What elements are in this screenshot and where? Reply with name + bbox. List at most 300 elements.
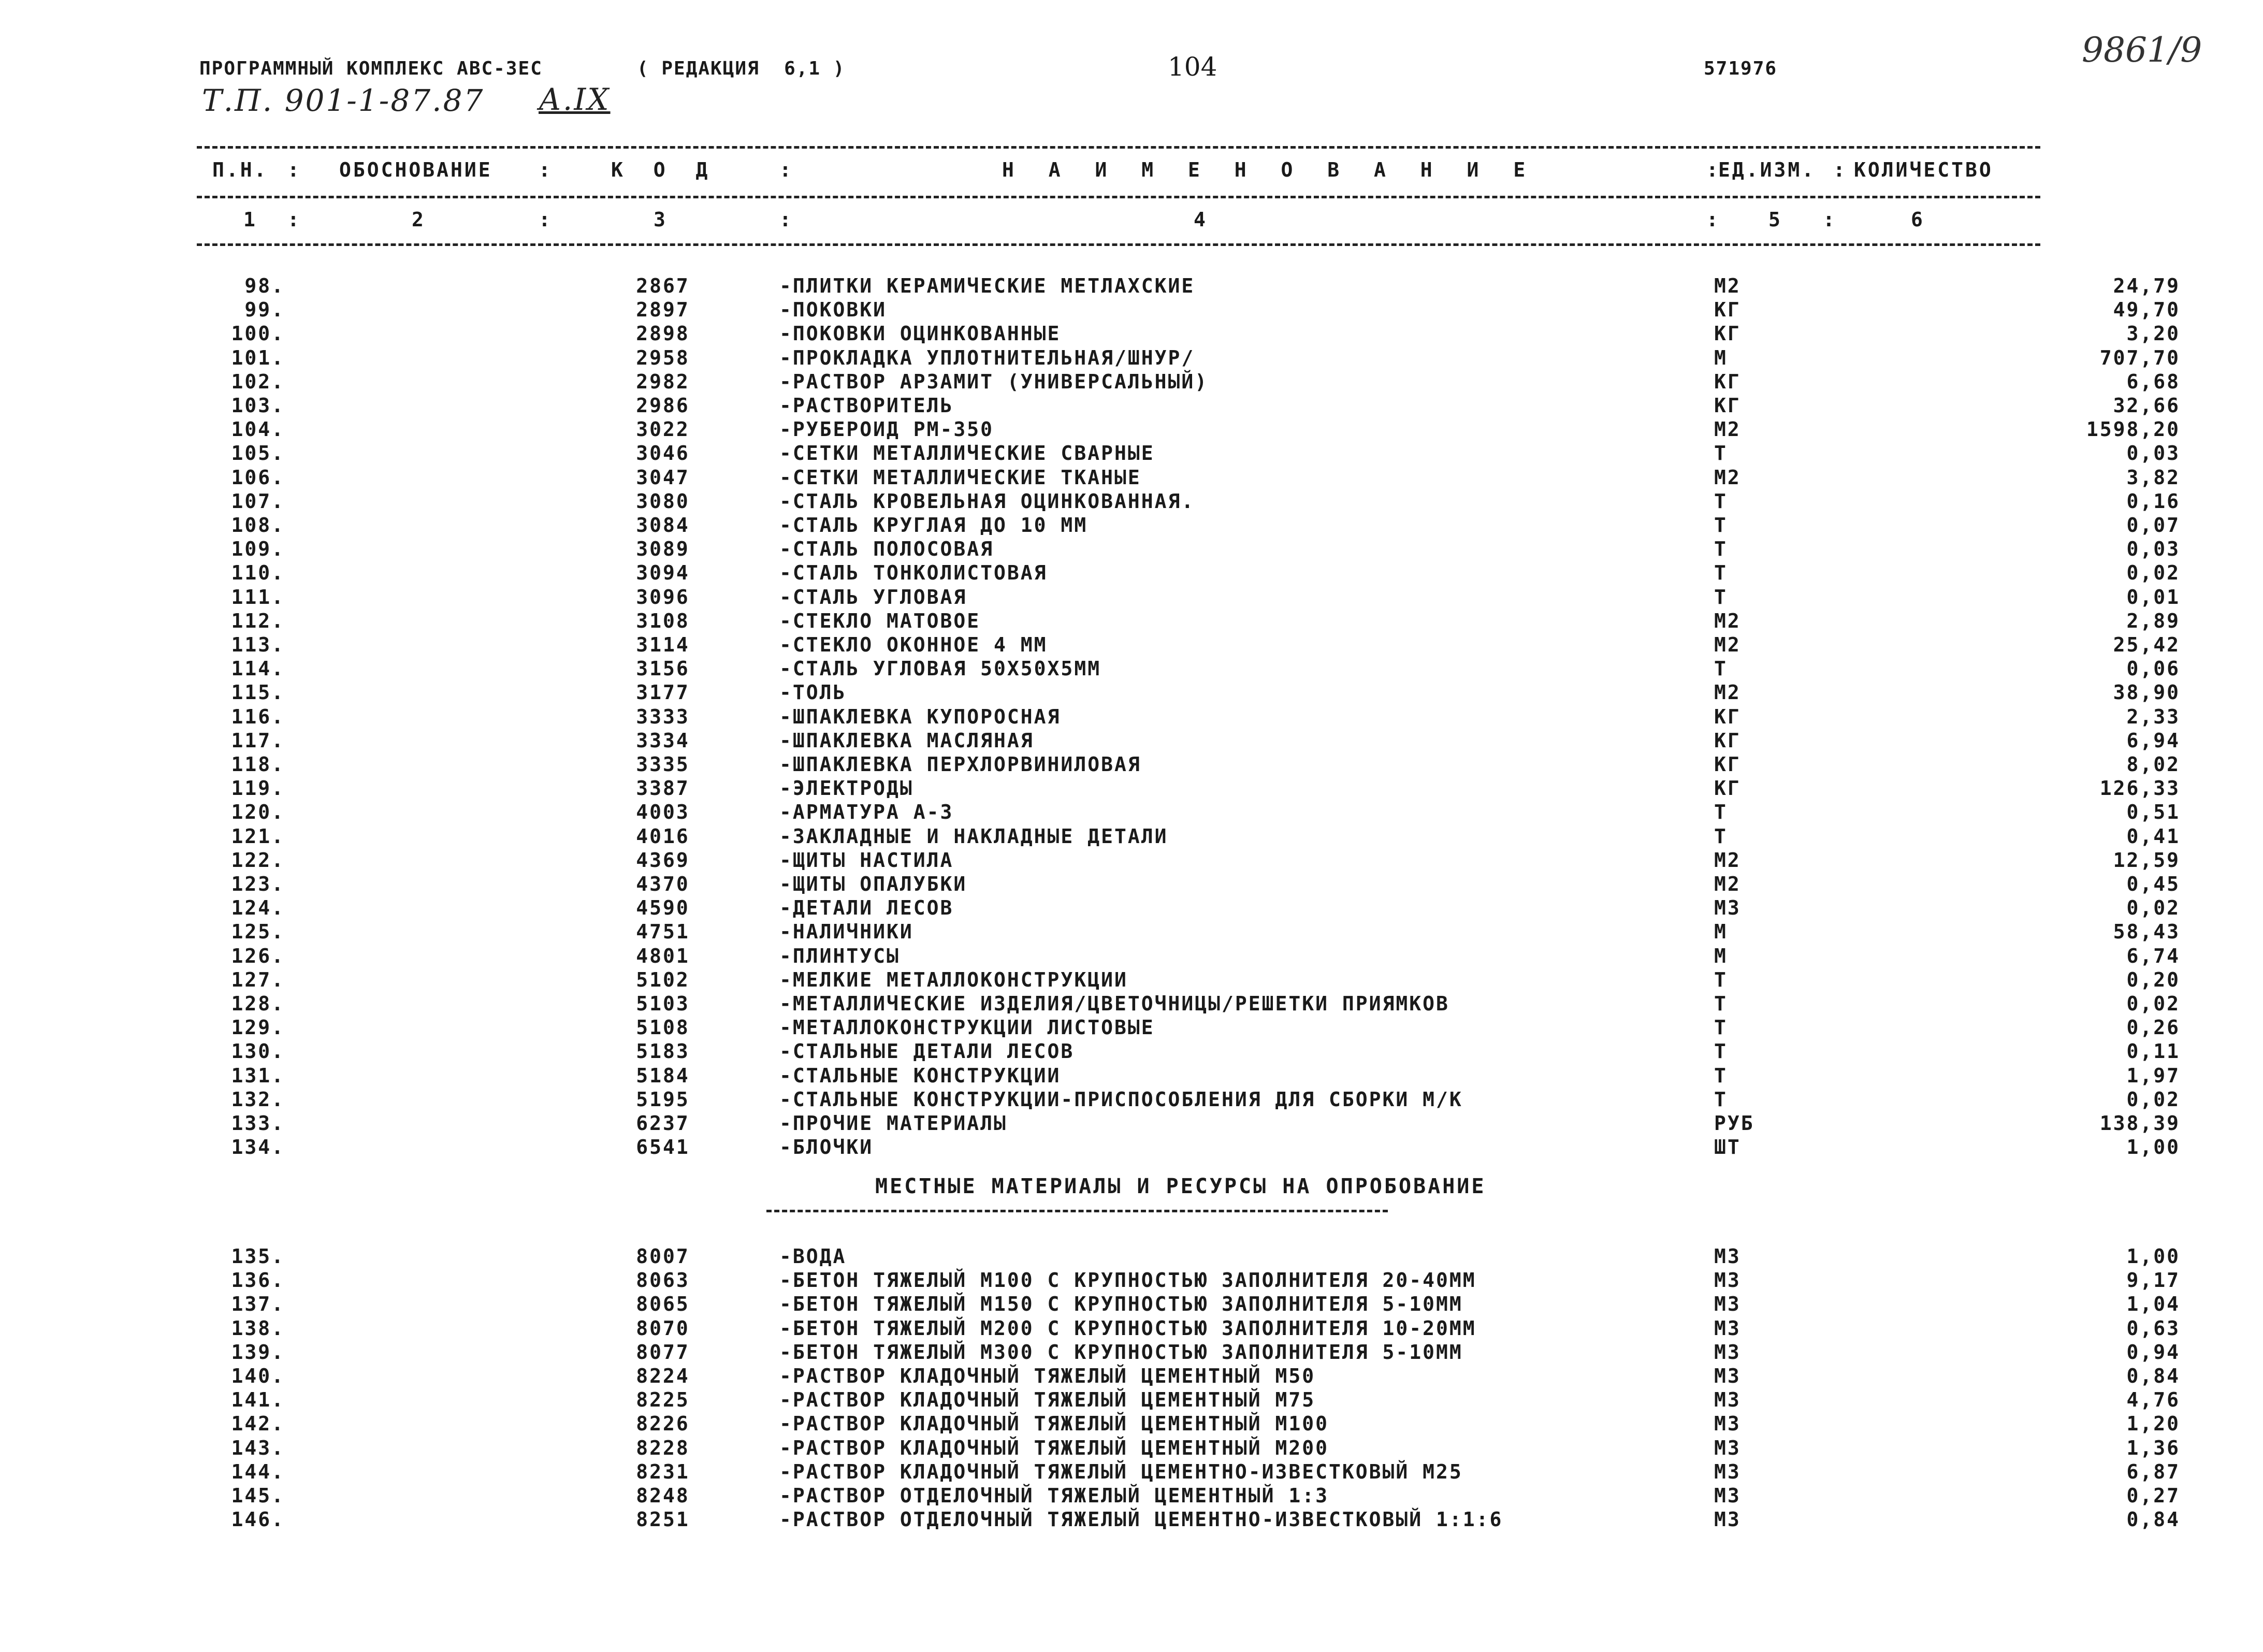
row-unit: М bbox=[1714, 944, 1728, 967]
table-row bbox=[197, 1484, 2180, 1508]
col-num-2: 2 bbox=[412, 208, 426, 231]
row-number: 122. bbox=[231, 848, 285, 872]
row-name: -СТАЛЬНЫЕ ДЕТАЛИ ЛЕСОВ bbox=[779, 1040, 1075, 1063]
row-unit: М3 bbox=[1714, 1388, 1741, 1412]
row-quantity: 138,39 bbox=[2099, 1112, 2180, 1135]
row-unit: М2 bbox=[1714, 609, 1741, 632]
header-top-rule bbox=[197, 146, 2040, 149]
row-quantity: 8,02 bbox=[2126, 753, 2180, 776]
row-unit: М3 bbox=[1714, 1245, 1741, 1268]
row-name: -ЗАКЛАДНЫЕ И НАКЛАДНЫЕ ДЕТАЛИ bbox=[779, 824, 1168, 848]
row-code: 4003 bbox=[636, 801, 690, 824]
row-name: -БЕТОН ТЯЖЕЛЫЙ М200 С КРУПНОСТЬЮ ЗАПОЛНИТЕЛЯ 10-20ММ bbox=[779, 1316, 1476, 1340]
row-number: 132. bbox=[231, 1088, 285, 1111]
table-row bbox=[197, 298, 2180, 322]
row-quantity: 0,11 bbox=[2126, 1040, 2180, 1063]
row-name: -ТОЛЬ bbox=[779, 681, 847, 704]
row-quantity: 0,94 bbox=[2126, 1340, 2180, 1364]
row-code: 8007 bbox=[636, 1245, 690, 1268]
row-name: -ДЕТАЛИ ЛЕСОВ bbox=[779, 896, 954, 920]
col-num-5: 5 bbox=[1768, 208, 1782, 231]
row-unit: Т bbox=[1714, 561, 1728, 585]
row-unit: КГ bbox=[1714, 394, 1741, 417]
row-unit: М3 bbox=[1714, 1293, 1741, 1316]
document-code: 571976 bbox=[1704, 58, 1778, 79]
row-name: -СТЕКЛО ОКОННОЕ 4 ММ bbox=[779, 633, 1048, 656]
row-unit: Т bbox=[1714, 538, 1728, 561]
row-number: 129. bbox=[231, 1016, 285, 1039]
col-unit: ЕД.ИЗМ. bbox=[1718, 158, 1816, 181]
row-number: 137. bbox=[231, 1293, 285, 1316]
row-quantity: 0,84 bbox=[2126, 1365, 2180, 1387]
row-number: 105. bbox=[231, 442, 285, 465]
row-name: -ЩИТЫ НАСТИЛА bbox=[779, 848, 954, 872]
row-quantity: 3,20 bbox=[2126, 322, 2180, 345]
row-quantity: 0,45 bbox=[2126, 873, 2180, 895]
table-row bbox=[197, 370, 2180, 394]
row-quantity: 2,89 bbox=[2126, 609, 2180, 632]
row-name: -ЭЛЕКТРОДЫ bbox=[779, 777, 913, 800]
col-sep: : bbox=[779, 158, 793, 181]
row-quantity: 0,63 bbox=[2126, 1316, 2180, 1340]
edition-label: ( РЕДАКЦИЯ 6,1 ) bbox=[637, 58, 846, 79]
row-name: -МЕЛКИЕ МЕТАЛЛОКОНСТРУКЦИИ bbox=[779, 968, 1128, 991]
row-quantity: 49,70 bbox=[2113, 298, 2180, 322]
row-number: 121. bbox=[231, 824, 285, 848]
row-name: -ШПАКЛЕВКА ПЕРХЛОРВИНИЛОВАЯ bbox=[779, 753, 1141, 776]
row-number: 102. bbox=[231, 370, 285, 393]
row-number: 106. bbox=[231, 466, 285, 489]
row-name: -ПОКОВКИ bbox=[779, 298, 887, 322]
row-name: -МЕТАЛЛИЧЕСКИЕ ИЗДЕЛИЯ/ЦВЕТОЧНИЦЫ/РЕШЕТКИ ПРИЯМКОВ bbox=[779, 992, 1449, 1015]
row-unit: М3 bbox=[1714, 1508, 1741, 1531]
row-unit: М3 bbox=[1714, 1460, 1741, 1483]
page-number: 104 bbox=[1168, 52, 1217, 82]
program-name: ПРОГРАММНЫЙ КОМПЛЕКС АВС-3ЕС bbox=[199, 58, 543, 79]
row-code: 5184 bbox=[636, 1064, 690, 1087]
row-quantity: 6,68 bbox=[2126, 370, 2180, 393]
row-code: 8070 bbox=[636, 1316, 690, 1340]
col-name: Н А И М Е Н О В А Н И Е bbox=[1002, 158, 1537, 181]
col-pn: П.Н. bbox=[212, 158, 268, 181]
row-name: -СТАЛЬ КРУГЛАЯ ДО 10 ММ bbox=[779, 514, 1088, 537]
row-code: 3080 bbox=[636, 489, 690, 513]
table-row bbox=[197, 1136, 2180, 1160]
row-quantity: 32,66 bbox=[2113, 394, 2180, 417]
row-code: 2986 bbox=[636, 394, 690, 417]
row-quantity: 6,87 bbox=[2126, 1460, 2180, 1483]
col-sep: : bbox=[1706, 158, 1720, 181]
row-name: -РАСТВОР КЛАДОЧНЫЙ ТЯЖЕЛЫЙ ЦЕМЕНТНЫЙ М75 bbox=[779, 1388, 1316, 1412]
row-name: -ПРОЧИЕ МАТЕРИАЛЫ bbox=[779, 1112, 1007, 1135]
row-quantity: 0,20 bbox=[2126, 968, 2180, 991]
table-row bbox=[197, 1460, 2180, 1484]
row-number: 123. bbox=[231, 873, 285, 895]
row-code: 5195 bbox=[636, 1088, 690, 1111]
table-row bbox=[197, 1016, 2180, 1040]
row-number: 115. bbox=[231, 681, 285, 704]
row-number: 142. bbox=[231, 1412, 285, 1436]
row-name: -БЛОЧКИ bbox=[779, 1136, 874, 1159]
row-number: 111. bbox=[231, 585, 285, 608]
row-code: 2898 bbox=[636, 322, 690, 345]
row-quantity: 0,41 bbox=[2126, 824, 2180, 848]
handwritten-album: А.IX bbox=[539, 82, 611, 117]
row-unit: КГ bbox=[1714, 298, 1741, 322]
table-row bbox=[197, 801, 2180, 824]
row-quantity: 25,42 bbox=[2113, 633, 2180, 656]
row-unit: М3 bbox=[1714, 1484, 1741, 1507]
row-code: 8228 bbox=[636, 1436, 690, 1459]
table-row bbox=[197, 992, 2180, 1016]
row-unit: Т bbox=[1714, 1088, 1728, 1111]
row-name: -РАСТВОР КЛАДОЧНЫЙ ТЯЖЕЛЫЙ ЦЕМЕНТНЫЙ М50 bbox=[779, 1365, 1316, 1387]
row-number: 138. bbox=[231, 1316, 285, 1340]
table-row bbox=[197, 418, 2180, 442]
row-code: 5102 bbox=[636, 968, 690, 991]
row-unit: М3 bbox=[1714, 1436, 1741, 1459]
table-row bbox=[197, 514, 2180, 538]
row-name: -СТАЛЬ УГЛОВАЯ bbox=[779, 585, 967, 608]
row-code: 3022 bbox=[636, 418, 690, 441]
row-quantity: 0,03 bbox=[2126, 538, 2180, 561]
row-code: 3046 bbox=[636, 442, 690, 465]
table-row bbox=[197, 561, 2180, 585]
table-row bbox=[197, 1340, 2180, 1365]
row-quantity: 38,90 bbox=[2113, 681, 2180, 704]
row-name: -РАСТВОР КЛАДОЧНЫЙ ТЯЖЕЛЫЙ ЦЕМЕНТНО-ИЗВЕСТКОВЫЙ М25 bbox=[779, 1460, 1463, 1483]
table-row bbox=[197, 848, 2180, 873]
row-unit: КГ bbox=[1714, 753, 1741, 776]
row-code: 3387 bbox=[636, 777, 690, 800]
table-row bbox=[197, 1412, 2180, 1436]
table-row bbox=[197, 1293, 2180, 1316]
table-row bbox=[197, 346, 2180, 370]
row-code: 8248 bbox=[636, 1484, 690, 1507]
row-quantity: 0,02 bbox=[2126, 896, 2180, 920]
col-sep: : bbox=[1823, 208, 1837, 231]
row-name: -СТАЛЬНЫЕ КОНСТРУКЦИИ-ПРИСПОСОБЛЕНИЯ ДЛЯ СБОРКИ М/К bbox=[779, 1088, 1463, 1111]
row-code: 2958 bbox=[636, 346, 690, 369]
row-number: 112. bbox=[231, 609, 285, 632]
row-code: 4369 bbox=[636, 848, 690, 872]
row-number: 109. bbox=[231, 538, 285, 561]
row-number: 114. bbox=[231, 657, 285, 680]
row-unit: Т bbox=[1714, 1040, 1728, 1063]
col-sep: : bbox=[539, 208, 553, 231]
row-unit: М3 bbox=[1714, 1412, 1741, 1436]
row-unit: Т bbox=[1714, 801, 1728, 824]
table-row bbox=[197, 1436, 2180, 1460]
row-number: 135. bbox=[231, 1245, 285, 1268]
table-row bbox=[197, 705, 2180, 729]
table-row bbox=[197, 394, 2180, 418]
table-row bbox=[197, 274, 2180, 298]
row-unit: М2 bbox=[1714, 633, 1741, 656]
col-num-6: 6 bbox=[1911, 208, 1925, 231]
row-code: 3334 bbox=[636, 729, 690, 752]
row-name: -ПЛИТКИ КЕРАМИЧЕСКИЕ МЕТЛАХСКИЕ bbox=[779, 274, 1195, 297]
table-row bbox=[197, 1064, 2180, 1088]
row-unit: М2 bbox=[1714, 848, 1741, 872]
row-code: 4590 bbox=[636, 896, 690, 920]
row-quantity: 12,59 bbox=[2113, 848, 2180, 872]
row-number: 130. bbox=[231, 1040, 285, 1063]
row-unit: М3 bbox=[1714, 896, 1741, 920]
row-name: -РАСТВОР ОТДЕЛОЧНЫЙ ТЯЖЕЛЫЙ ЦЕМЕНТНО-ИЗВЕСТКОВЫЙ 1:1:6 bbox=[779, 1508, 1503, 1531]
row-number: 128. bbox=[231, 992, 285, 1015]
row-unit: М2 bbox=[1714, 873, 1741, 895]
table-row bbox=[197, 489, 2180, 514]
table-row bbox=[197, 729, 2180, 753]
row-code: 8226 bbox=[636, 1412, 690, 1436]
row-quantity: 0,27 bbox=[2126, 1484, 2180, 1507]
table-row bbox=[197, 585, 2180, 610]
row-code: 3114 bbox=[636, 633, 690, 656]
row-code: 4016 bbox=[636, 824, 690, 848]
row-number: 103. bbox=[231, 394, 285, 417]
table-row bbox=[197, 466, 2180, 490]
row-name: -СТАЛЬ ПОЛОСОВАЯ bbox=[779, 538, 994, 561]
row-unit: КГ bbox=[1714, 777, 1741, 800]
row-number: 113. bbox=[231, 633, 285, 656]
row-unit: М3 bbox=[1714, 1340, 1741, 1364]
row-quantity: 0,02 bbox=[2126, 1088, 2180, 1111]
row-quantity: 24,79 bbox=[2113, 274, 2180, 297]
table-row bbox=[197, 609, 2180, 633]
table-row bbox=[197, 944, 2180, 968]
row-code: 5183 bbox=[636, 1040, 690, 1063]
col-basis: ОБОСНОВАНИЕ bbox=[339, 158, 492, 181]
row-name: -РУБЕРОИД РМ-350 bbox=[779, 418, 994, 441]
row-quantity: 1,04 bbox=[2126, 1293, 2180, 1316]
row-code: 3108 bbox=[636, 609, 690, 632]
row-unit: М bbox=[1714, 346, 1728, 369]
row-number: 107. bbox=[231, 489, 285, 513]
row-number: 139. bbox=[231, 1340, 285, 1364]
table-row bbox=[197, 538, 2180, 561]
row-code: 5108 bbox=[636, 1016, 690, 1039]
table-row bbox=[197, 442, 2180, 466]
table-row bbox=[197, 824, 2180, 849]
row-unit: Т bbox=[1714, 514, 1728, 537]
row-name: -ВОДА bbox=[779, 1245, 847, 1268]
row-name: -АРМАТУРА А-3 bbox=[779, 801, 954, 824]
row-unit: Т bbox=[1714, 1064, 1728, 1087]
row-number: 145. bbox=[231, 1484, 285, 1507]
row-quantity: 707,70 bbox=[2099, 346, 2180, 369]
row-unit: Т bbox=[1714, 968, 1728, 991]
row-code: 6237 bbox=[636, 1112, 690, 1135]
row-name: -МЕТАЛЛОКОНСТРУКЦИИ ЛИСТОВЫЕ bbox=[779, 1016, 1155, 1039]
col-code: К О Д bbox=[611, 158, 717, 181]
corner-archive-mark: 9861/9 bbox=[2082, 30, 2202, 70]
row-code: 3084 bbox=[636, 514, 690, 537]
row-number: 136. bbox=[231, 1269, 285, 1292]
row-number: 98. bbox=[244, 274, 285, 297]
row-code: 8063 bbox=[636, 1269, 690, 1292]
section-title: МЕСТНЫЕ МАТЕРИАЛЫ И РЕСУРСЫ НА ОПРОБОВАНИЕ bbox=[875, 1175, 1486, 1198]
row-quantity: 1,00 bbox=[2126, 1245, 2180, 1268]
row-quantity: 0,02 bbox=[2126, 992, 2180, 1015]
row-name: -ЩИТЫ ОПАЛУБКИ bbox=[779, 873, 967, 895]
col-sep: : bbox=[1833, 158, 1847, 181]
row-quantity: 0,07 bbox=[2126, 514, 2180, 537]
table-row bbox=[197, 1088, 2180, 1112]
col-sep: : bbox=[1706, 208, 1720, 231]
table-row bbox=[197, 322, 2180, 346]
col-sep: : bbox=[287, 158, 301, 181]
table-row bbox=[197, 1040, 2180, 1064]
table-row bbox=[197, 968, 2180, 992]
row-code: 2897 bbox=[636, 298, 690, 322]
row-unit: М bbox=[1714, 920, 1728, 944]
row-quantity: 1,00 bbox=[2126, 1136, 2180, 1159]
row-quantity: 6,74 bbox=[2126, 944, 2180, 967]
row-code: 6541 bbox=[636, 1136, 690, 1159]
row-number: 119. bbox=[231, 777, 285, 800]
row-code: 4751 bbox=[636, 920, 690, 944]
row-code: 8231 bbox=[636, 1460, 690, 1483]
row-number: 141. bbox=[231, 1388, 285, 1412]
row-unit: КГ bbox=[1714, 729, 1741, 752]
row-number: 116. bbox=[231, 705, 285, 728]
row-code: 5103 bbox=[636, 992, 690, 1015]
row-code: 3335 bbox=[636, 753, 690, 776]
row-unit: Т bbox=[1714, 824, 1728, 848]
col-qty: КОЛИЧЕСТВО bbox=[1854, 158, 1993, 181]
section-title-underline bbox=[766, 1210, 1388, 1212]
row-number: 131. bbox=[231, 1064, 285, 1087]
row-code: 8077 bbox=[636, 1340, 690, 1364]
row-number: 126. bbox=[231, 944, 285, 967]
row-name: -ШПАКЛЕВКА КУПОРОСНАЯ bbox=[779, 705, 1061, 728]
row-code: 4370 bbox=[636, 873, 690, 895]
row-quantity: 0,02 bbox=[2126, 561, 2180, 585]
row-name: -ШПАКЛЕВКА МАСЛЯНАЯ bbox=[779, 729, 1034, 752]
row-quantity: 58,43 bbox=[2113, 920, 2180, 944]
table-row bbox=[197, 1388, 2180, 1412]
row-quantity: 0,06 bbox=[2126, 657, 2180, 680]
row-unit: Т bbox=[1714, 585, 1728, 608]
row-quantity: 0,26 bbox=[2126, 1016, 2180, 1039]
row-code: 2982 bbox=[636, 370, 690, 393]
handwritten-project-ref: Т.П. 901-1-87.87 bbox=[202, 83, 485, 118]
row-unit: Т bbox=[1714, 489, 1728, 513]
row-name: -РАСТВОРИТЕЛЬ bbox=[779, 394, 954, 417]
row-number: 134. bbox=[231, 1136, 285, 1159]
header-mid-rule bbox=[197, 196, 2040, 198]
row-code: 3094 bbox=[636, 561, 690, 585]
header-bottom-rule bbox=[197, 243, 2040, 246]
row-quantity: 126,33 bbox=[2099, 777, 2180, 800]
row-unit: КГ bbox=[1714, 370, 1741, 393]
col-num-4: 4 bbox=[1194, 208, 1208, 231]
row-unit: М2 bbox=[1714, 418, 1741, 441]
row-unit: М2 bbox=[1714, 274, 1741, 297]
row-code: 3096 bbox=[636, 585, 690, 608]
row-unit: М3 bbox=[1714, 1365, 1741, 1387]
row-name: -СТЕКЛО МАТОВОЕ bbox=[779, 609, 981, 632]
row-quantity: 3,82 bbox=[2126, 466, 2180, 489]
table-row bbox=[197, 1112, 2180, 1136]
row-name: -СТАЛЬ КРОВЕЛЬНАЯ ОЦИНКОВАННАЯ. bbox=[779, 489, 1195, 513]
col-sep: : bbox=[287, 208, 301, 231]
row-number: 124. bbox=[231, 896, 285, 920]
row-code: 8224 bbox=[636, 1365, 690, 1387]
row-code: 4801 bbox=[636, 944, 690, 967]
row-number: 146. bbox=[231, 1508, 285, 1531]
row-code: 3089 bbox=[636, 538, 690, 561]
row-number: 104. bbox=[231, 418, 285, 441]
row-number: 125. bbox=[231, 920, 285, 944]
table-row bbox=[197, 753, 2180, 777]
row-unit: Т bbox=[1714, 1016, 1728, 1039]
row-unit: М2 bbox=[1714, 681, 1741, 704]
row-quantity: 0,16 bbox=[2126, 489, 2180, 513]
row-quantity: 0,51 bbox=[2126, 801, 2180, 824]
row-number: 100. bbox=[231, 322, 285, 345]
table-row bbox=[197, 1316, 2180, 1341]
row-unit: М3 bbox=[1714, 1316, 1741, 1340]
row-code: 3177 bbox=[636, 681, 690, 704]
row-quantity: 4,76 bbox=[2126, 1388, 2180, 1412]
row-number: 99. bbox=[244, 298, 285, 322]
table-row bbox=[197, 777, 2180, 801]
row-unit: ШТ bbox=[1714, 1136, 1741, 1159]
row-quantity: 1,36 bbox=[2126, 1436, 2180, 1459]
col-num-3: 3 bbox=[654, 208, 668, 231]
row-unit: РУБ bbox=[1714, 1112, 1754, 1135]
row-number: 118. bbox=[231, 753, 285, 776]
row-unit: КГ bbox=[1714, 322, 1741, 345]
table-row bbox=[197, 1245, 2180, 1269]
col-sep: : bbox=[539, 158, 553, 181]
row-name: -СТАЛЬНЫЕ КОНСТРУКЦИИ bbox=[779, 1064, 1061, 1087]
row-unit: Т bbox=[1714, 992, 1728, 1015]
row-name: -РАСТВОР КЛАДОЧНЫЙ ТЯЖЕЛЫЙ ЦЕМЕНТНЫЙ М200 bbox=[779, 1436, 1329, 1459]
row-name: -СТАЛЬ ТОНКОЛИСТОВАЯ bbox=[779, 561, 1048, 585]
table-row bbox=[197, 896, 2180, 920]
row-code: 8225 bbox=[636, 1388, 690, 1412]
row-quantity: 0,84 bbox=[2126, 1508, 2180, 1531]
row-name: -РАСТВОР КЛАДОЧНЫЙ ТЯЖЕЛЫЙ ЦЕМЕНТНЫЙ М100 bbox=[779, 1412, 1329, 1436]
row-name: -БЕТОН ТЯЖЕЛЫЙ М300 С КРУПНОСТЬЮ ЗАПОЛНИТЕЛЯ 5-10ММ bbox=[779, 1340, 1463, 1364]
row-quantity: 1598,20 bbox=[2086, 418, 2180, 441]
table-row bbox=[197, 1508, 2180, 1532]
row-unit: Т bbox=[1714, 657, 1728, 680]
row-quantity: 0,03 bbox=[2126, 442, 2180, 465]
row-code: 8251 bbox=[636, 1508, 690, 1531]
table-row bbox=[197, 1269, 2180, 1293]
row-quantity: 1,20 bbox=[2126, 1412, 2180, 1436]
row-name: -ПОКОВКИ ОЦИНКОВАННЫЕ bbox=[779, 322, 1061, 345]
row-name: -СЕТКИ МЕТАЛЛИЧЕСКИЕ СВАРНЫЕ bbox=[779, 442, 1155, 465]
row-unit: М2 bbox=[1714, 466, 1741, 489]
row-name: -РАСТВОР ОТДЕЛОЧНЫЙ ТЯЖЕЛЫЙ ЦЕМЕНТНЫЙ 1:3 bbox=[779, 1484, 1329, 1507]
row-number: 140. bbox=[231, 1365, 285, 1387]
row-code: 8065 bbox=[636, 1293, 690, 1316]
row-code: 3156 bbox=[636, 657, 690, 680]
row-quantity: 6,94 bbox=[2126, 729, 2180, 752]
row-number: 144. bbox=[231, 1460, 285, 1483]
row-number: 117. bbox=[231, 729, 285, 752]
row-quantity: 9,17 bbox=[2126, 1269, 2180, 1292]
row-unit: Т bbox=[1714, 442, 1728, 465]
row-number: 133. bbox=[231, 1112, 285, 1135]
row-name: -СТАЛЬ УГЛОВАЯ 50Х50Х5ММ bbox=[779, 657, 1101, 680]
row-quantity: 0,01 bbox=[2126, 585, 2180, 608]
